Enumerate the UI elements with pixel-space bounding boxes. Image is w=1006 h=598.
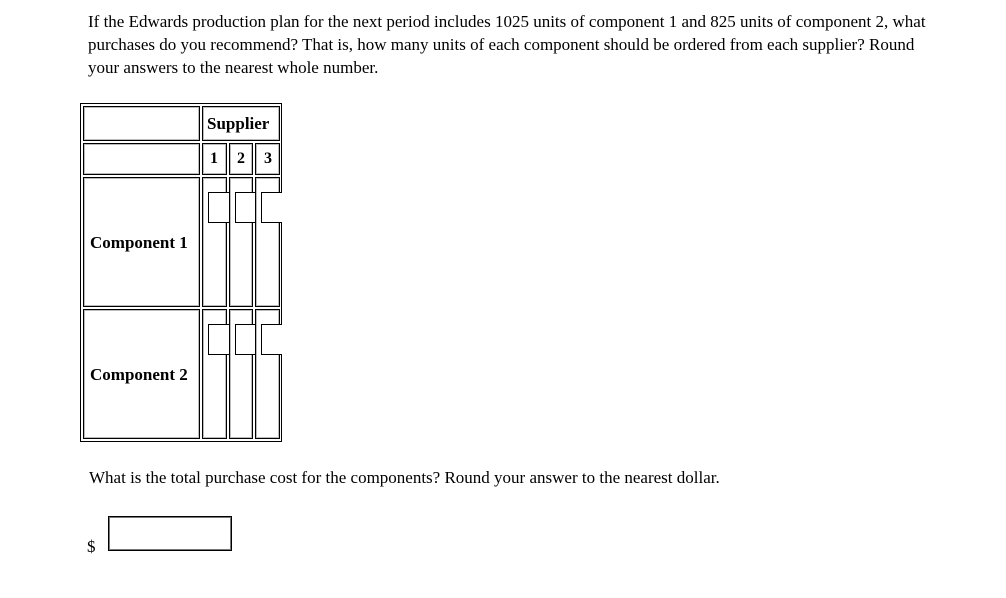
currency-symbol: $ [87,537,96,556]
component-2-supplier-3-cell [255,309,280,439]
supplier-1-cell [202,143,227,175]
purchase-table [80,103,282,442]
component-2-supplier-1-input[interactable] [208,324,229,355]
supplier-3-label: 3 [264,150,272,167]
cost-question-text: What is the total purchase cost for the components? Round your answer to the nearest dollar. [89,468,720,487]
component-2-label: Component 2 [90,365,188,384]
component-1-supplier-2-input[interactable] [235,192,256,223]
component-1-supplier-3-cell [255,177,280,307]
component-2-supplier-1-cell [202,309,227,439]
component-2-supplier-2-cell [229,309,253,439]
component-1-label-cell [83,177,200,307]
supplier-header: Supplier [207,114,270,133]
supplier-header-cell [202,106,280,141]
subheader-blank-cell [83,143,200,175]
supplier-1-label: 1 [210,150,218,167]
total-cost-input[interactable] [108,516,232,551]
component-2-supplier-2-input[interactable] [235,324,256,355]
question-text: If the Edwards production plan for the next period includes 1025 units of component 1 and 825 units of component 2, what purchases do you recommend? That is, how many units of each component should be ordered from each supplier? Round your answers to the nearest whole number. [88,12,926,77]
component-1-supplier-1-input[interactable] [208,192,229,223]
supplier-3-cell [255,143,280,175]
component-2-supplier-3-input[interactable] [261,324,282,355]
component-1-label: Component 1 [90,233,188,252]
component-1-supplier-1-cell [202,177,227,307]
header-blank-cell [83,106,200,141]
component-2-label-cell [83,309,200,439]
component-1-supplier-2-cell [229,177,253,307]
supplier-2-cell [229,143,253,175]
component-1-supplier-3-input[interactable] [261,192,282,223]
supplier-2-label: 2 [237,150,245,167]
